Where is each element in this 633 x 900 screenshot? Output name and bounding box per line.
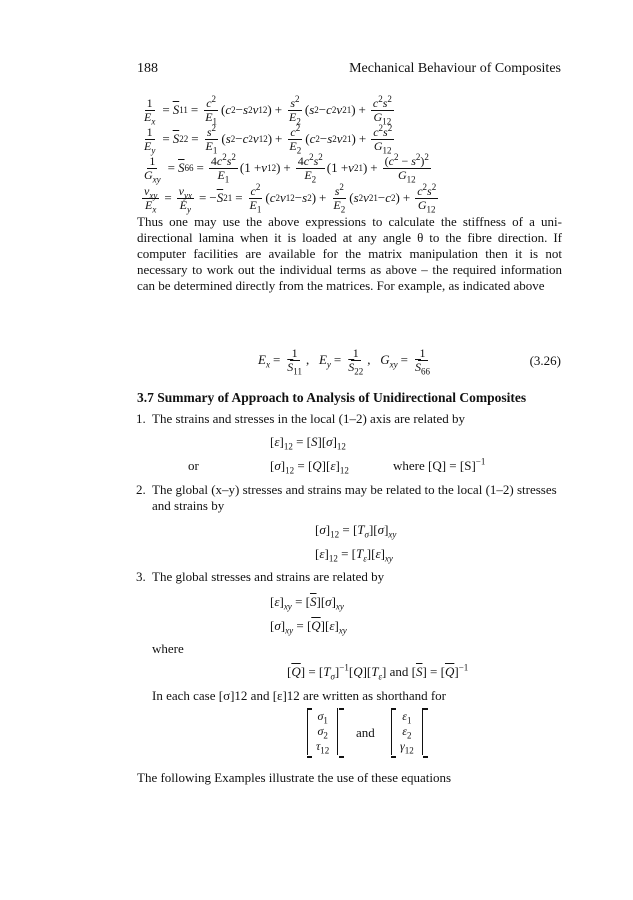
where-label: where: [152, 641, 184, 656]
section-heading: 3.7 Summary of Approach to Analysis of Unidirectional Composites: [137, 390, 527, 405]
equation-qbar: $[\overline{Q}] = [T_\sigma]^{-1}[Q][T_\varepsilon]$ and $[\overline{S}] = [\overline{Q}]^{-1}$: [287, 662, 469, 682]
equation-strain-transform: $[\varepsilon]_{12} = [T_\varepsilon][\varepsilon]_{xy}$: [315, 546, 393, 564]
strain-vector-matrix: $\varepsilon_1$ $\varepsilon_2$ $\gamma_{12}$: [391, 708, 423, 755]
running-title: Mechanical Behaviour of Composites: [349, 61, 561, 76]
equation-strain-global: $[\varepsilon]_{xy} = [\overline{S}][\sigma]_{xy}$: [270, 594, 344, 612]
list-item-1: [136, 411, 562, 427]
equation-moduli: $E_x$ = $\frac{1}{\overline{S}_{11}}$ , $E_y$ = $\frac{1}{\overline{S}_{22}}$ , $G_{xy}$ = $\frac{1}{\overline{S}_{66}}$: [258, 345, 430, 376]
closing-text: The following Examples illustrate the use of these equations: [137, 770, 452, 785]
equation-stress-global: $[\sigma]_{xy} = [\overline{Q}][\varepsilon]_{xy}$: [270, 618, 347, 636]
list-item-number: 1.: [136, 411, 146, 426]
list-item-3: [136, 569, 562, 585]
and-label: and: [356, 725, 375, 740]
page-number: 188: [137, 61, 158, 76]
list-item-2: [136, 482, 562, 514]
equation-nuxy: $\frac{\nu_{xy}}{E_x}$ = $\frac{\nu_{yx}}{E_y}$ = − $\overline{S}$ 21 = $\frac{c^2}{E_1}$ ( c 2 ν 12 − s 2 ) + $\frac{s^2}{E_2}$ ( s 2 ν 21 − c 2 ) + $\frac{c^2s^2}{G_{12}}$: [144, 181, 437, 214]
list-item-number: 2.: [136, 482, 146, 497]
stress-vector-matrix: $\sigma_1$ $\sigma_2$ $\tau_{12}$: [307, 708, 338, 755]
list-item-number: 3.: [136, 569, 146, 584]
equation-stress-transform: $[\sigma]_{12} = [T_\sigma][\sigma]_{xy}$: [315, 522, 397, 540]
equation-ex: $\frac{1}{E_x}$ = $\overline{S}$ 11 = $\frac{c^2}{E_1}$ ( c 2 − s 2 ν 12 ) + $\frac{s^2}{E_2}$ ( s 2 − c 2 ν 21 ) + $\frac{c^2s^2}{G_{12}}$: [144, 93, 392, 126]
equation-ey: $\frac{1}{E_y}$ = $\overline{S}$ 22 = $\frac{s^2}{E_1}$ ( s 2 − c 2 ν 12 ) + $\frac{c^2}{E_2}$ ( c 2 − s 2 ν 21 ) + $\frac{c^2s^2}{G_{12}}$: [144, 122, 393, 155]
where-inline: where [Q] = [S]: [393, 458, 476, 473]
equation-strain-local: $[\varepsilon]_{12} = [S][\sigma]_{12}$: [270, 434, 346, 452]
or-label: or: [188, 458, 199, 473]
list-item-text: The strains and stresses in the local (1–2) axis are related by: [152, 411, 465, 426]
equation-q-inverse: where $[Q] = [S]^{-1}$: [393, 456, 486, 473]
equation-gxy: $\frac{1}{G_{xy}}$ = $\overline{S}$ 66 = $\frac{4c^2s^2}{E_1}$ (1 + ν 12 ) + $\frac{4c^2s^2}{E_2}$ (1 + ν 21 ) + $\frac{(c^2 - s^2)^2}{G_{12}}$: [144, 151, 429, 184]
intro-paragraph: Thus one may use the above expressions to calculate the stiffness of a uni-directional lamina when it is loaded at any angle θ to the fibre direction. If computer facilities are available for the matrix manipulation then it is not necessary to work out the individual terms as above – the required information can be determined directly from the matrices. For example, as indicated above: [137, 214, 563, 293]
list-item-text: The global stresses and strains are related by: [152, 569, 385, 584]
equation-number: (3.26): [529, 353, 561, 368]
shorthand-text: In each case [σ]12 and [ε]12 are written as shorthand for: [152, 688, 447, 703]
equation-stress-local: $[\sigma]_{12} = [Q][\varepsilon]_{12}$: [270, 458, 349, 476]
list-item-text: The global (x–y) stresses and strains may be related to the local (1–2) stresses and strains by: [152, 482, 557, 513]
